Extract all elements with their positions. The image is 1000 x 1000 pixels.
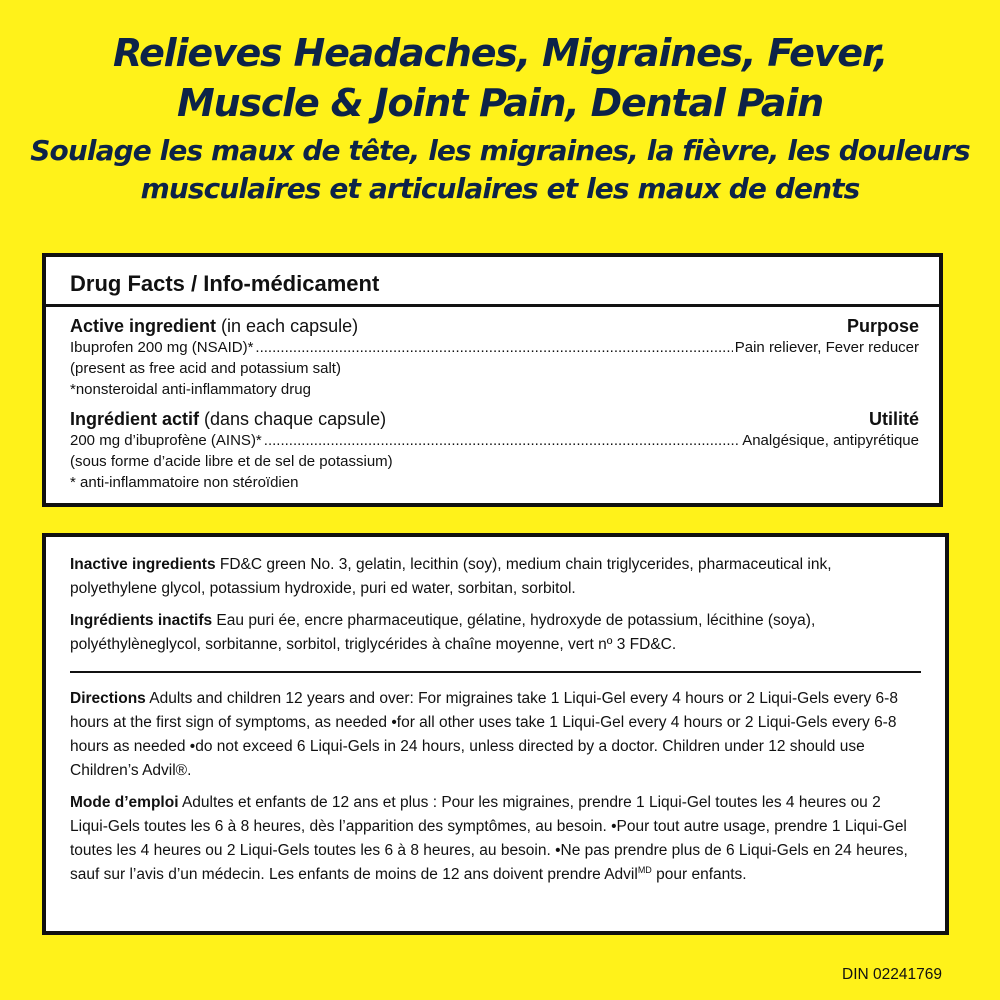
headline-en-line2: Muscle & Joint Pain, Dental Pain	[176, 81, 824, 125]
directions-fr	[70, 791, 921, 887]
inactive-ingredients-en	[70, 553, 921, 601]
purpose-en: Pain reliever, Fever reducer	[734, 339, 919, 356]
headline-fr	[0, 132, 1000, 208]
directions-text: Adults and children 12 years and over: For migraines take 1 Liqui-Gel every 4 hours or 2 Liqui-Gels every 6-8 hours at the first sign of symptoms, as needed •for all other uses take 1 Liqui-Gel every 4 hours or 2 Liqui-Gels every 6-8 hours as needed •do not exceed 6 Liqui-Gels in 24 hours, unless directed by a doctor. Children under 12 should use Children’s Advil®.	[70, 690, 898, 779]
directions-label: Directions	[70, 690, 146, 707]
ingredient-note-en-2: *nonsteroidal anti-inflammatory drug	[70, 381, 311, 398]
leader-dots	[264, 430, 740, 451]
leader-dots	[255, 337, 732, 358]
ingredient-row-fr	[70, 430, 919, 451]
drug-facts-box	[42, 253, 943, 507]
inactive-ingredients-fr	[70, 609, 921, 657]
headline	[0, 28, 1000, 208]
headline-fr-line2: musculaires et articulaires et les maux de dents	[140, 172, 860, 205]
active-ingredient-header-en	[70, 315, 919, 337]
ingredients-inactifs-text: Eau puri ée, encre pharmaceutique, gélatine, hydroxyde de potassium, lécithine (soya), polyéthylèneglycol, sorbitanne, sorbitol, triglycérides à chaîne moyenne, vert nº 3 FD&C.	[70, 612, 816, 653]
info-box	[42, 533, 949, 935]
ingredient-note-fr-2: * anti-inflammatoire non stéroïdien	[70, 474, 299, 491]
ingredients-inactifs-label: Ingrédients inactifs	[70, 612, 213, 629]
ingredient-row-en	[70, 337, 919, 358]
purpose-label: Purpose	[846, 316, 919, 336]
ingredient-en: Ibuprofen 200 mg (NSAID)*	[70, 339, 254, 356]
ingredient-note-en-1: (present as free acid and potassium salt)	[70, 360, 341, 377]
divider	[70, 671, 921, 673]
directions-en	[70, 687, 921, 783]
ingredient-note-fr-1: (sous forme d’acide libre et de sel de potassium)	[70, 453, 393, 470]
mode-emploi-label: Mode d’emploi	[70, 794, 179, 811]
ingredient-actif-label: Ingrédient actif	[70, 409, 200, 429]
din-number: DIN 02241769	[842, 966, 942, 983]
mode-emploi-end: pour enfants.	[651, 866, 747, 883]
active-ingredient-label: Active ingredient	[70, 316, 217, 336]
mode-emploi-text: Adultes et enfants de 12 ans et plus : Pour les migraines, prendre 1 Liqui-Gel toutes les 4 heures ou 2 Liqui-Gels toutes les 6 à 8 heures, dès l’apparition des symptômes, au besoin. •Pour tout autre usage, prendre 1 Liqui-Gel toutes les 4 heures ou 2 Liqui-Gels toutes les 6 à 8 heures, au besoin. •Ne pas prendre plus de 6 Liqui-Gels en 24 heures, sauf sur l’avis d’un médecin. Les enfants de moins de 12 ans doivent prendre Advil	[70, 794, 908, 883]
ingredient-actif-suffix: (dans chaque capsule)	[199, 409, 387, 429]
purpose-fr: Analgésique, antipyrétique	[742, 432, 919, 449]
utilite-label: Utilité	[868, 409, 919, 429]
inactive-ingredients-text: FD&C green No. 3, gelatin, lecithin (soy), medium chain triglycerides, pharmaceutical ink, polyethylene glycol, potassium hydroxide, puri ed water, sorbitan, sorbitol.	[70, 556, 832, 597]
trademark-sup: MD	[637, 864, 652, 875]
drug-facts-title: Drug Facts / Info-médicament	[46, 257, 939, 307]
headline-fr-line1: Soulage les maux de tête, les migraines, la fièvre, les douleurs	[30, 134, 970, 167]
headline-en-line1: Relieves Headaches, Migraines, Fever,	[112, 31, 888, 75]
inactive-ingredients-label: Inactive ingredients	[70, 556, 216, 573]
active-ingredient-header-fr	[70, 408, 919, 430]
ingredient-fr: 200 mg d’ibuprofène (AINS)*	[70, 432, 262, 449]
active-ingredient-suffix: (in each capsule)	[216, 316, 359, 336]
